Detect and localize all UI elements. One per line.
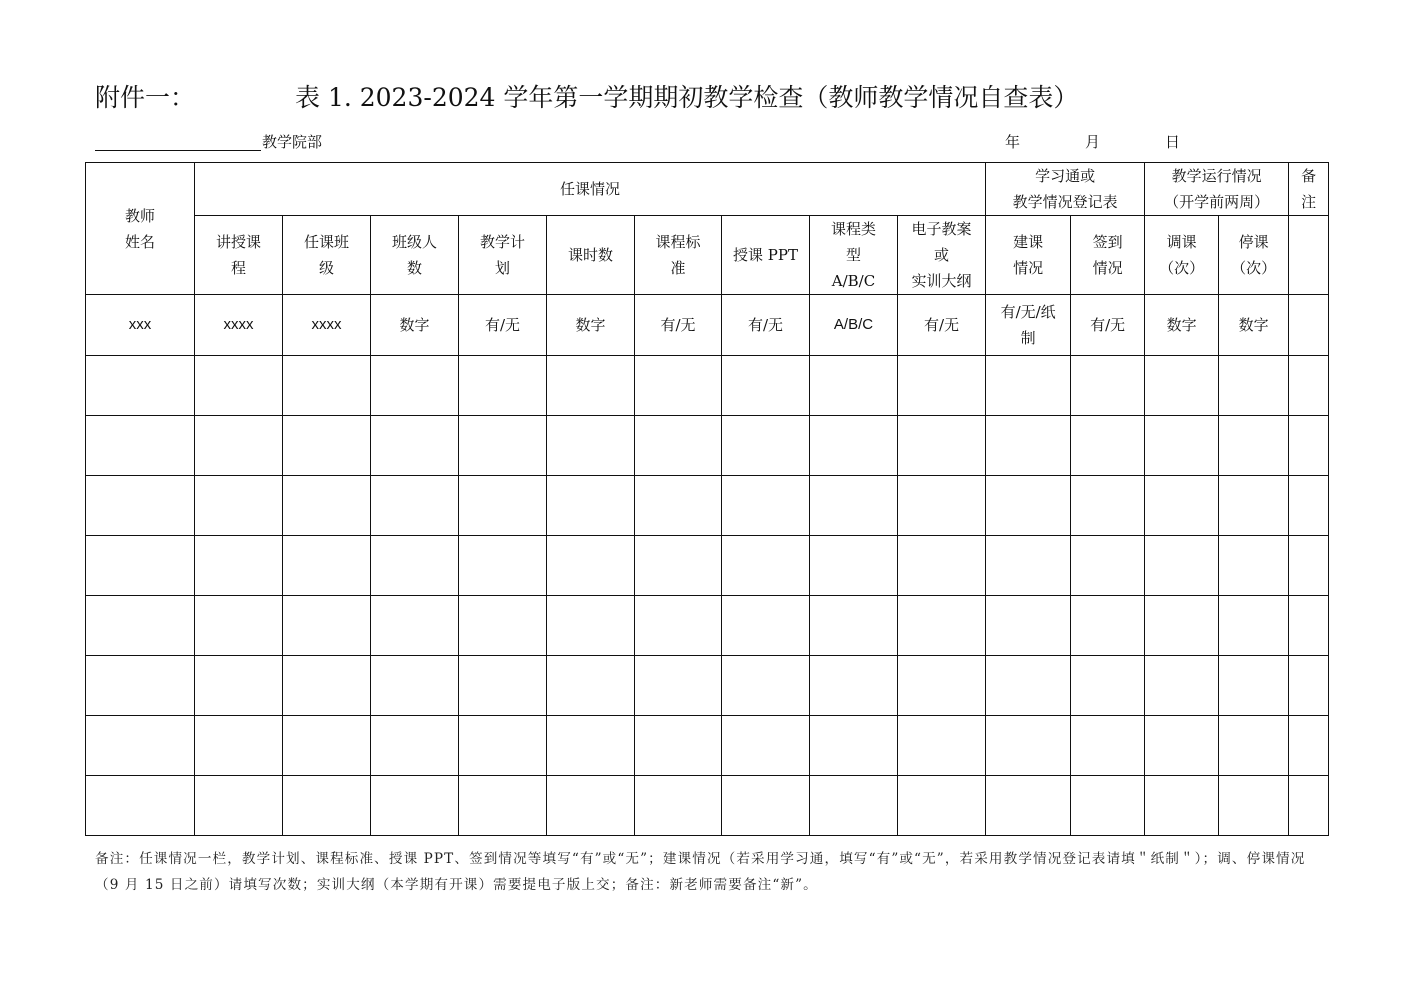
table-cell[interactable] xyxy=(283,656,371,716)
table-cell[interactable] xyxy=(86,356,195,416)
table-cell[interactable] xyxy=(371,716,459,776)
table-cell[interactable] xyxy=(635,356,722,416)
table-cell[interactable] xyxy=(986,716,1071,776)
document-title: 表 1. 2023-2024 学年第一学期期初教学检查（教师教学情况自查表） xyxy=(295,83,1079,112)
table-cell[interactable] xyxy=(283,596,371,656)
table-row xyxy=(86,356,1329,416)
table-cell[interactable] xyxy=(86,476,195,536)
self-check-table xyxy=(85,162,1329,836)
table-cell[interactable] xyxy=(635,536,722,596)
table-cell[interactable] xyxy=(635,476,722,536)
cell-ppt: 有/无 xyxy=(722,295,810,356)
table-row xyxy=(86,716,1329,776)
table-cell[interactable] xyxy=(283,356,371,416)
table-cell[interactable] xyxy=(547,656,635,716)
col-type: 课程类 型 A/B/C xyxy=(810,216,898,295)
table-cell[interactable] xyxy=(1145,536,1219,596)
header-platform: 学习通或 教学情况登记表 xyxy=(986,163,1145,216)
table-cell[interactable] xyxy=(635,776,722,836)
table-cell[interactable] xyxy=(459,356,547,416)
cell-lesson-plan: 有/无 xyxy=(898,295,986,356)
table-cell[interactable] xyxy=(722,356,810,416)
table-cell[interactable] xyxy=(1071,776,1145,836)
col-plan: 教学计 划 xyxy=(459,216,547,295)
table-cell[interactable] xyxy=(810,776,898,836)
header-teaching-running: 教学运行情况 （开学前两周） xyxy=(1145,163,1289,216)
cell-hours: 数字 xyxy=(547,295,635,356)
table-row xyxy=(86,596,1329,656)
col-stop: 停课 （次） xyxy=(1219,216,1289,295)
col-signin: 签到 情况 xyxy=(1071,216,1145,295)
col-standard: 课程标 准 xyxy=(635,216,722,295)
table-cell[interactable] xyxy=(459,476,547,536)
table-cell[interactable] xyxy=(722,776,810,836)
table-cell[interactable] xyxy=(283,776,371,836)
table-row xyxy=(86,416,1329,476)
table-cell[interactable] xyxy=(1289,656,1329,716)
table-cell[interactable] xyxy=(1289,416,1329,476)
table-cell[interactable] xyxy=(371,416,459,476)
col-ppt: 授课 PPT xyxy=(722,216,810,295)
table-cell[interactable] xyxy=(86,596,195,656)
table-cell[interactable] xyxy=(1071,356,1145,416)
cell-type: A/B/C xyxy=(810,295,898,356)
table-cell[interactable] xyxy=(986,416,1071,476)
table-cell[interactable] xyxy=(635,416,722,476)
col-build: 建课 情况 xyxy=(986,216,1071,295)
table-cell[interactable] xyxy=(986,356,1071,416)
table-cell[interactable] xyxy=(1145,476,1219,536)
table-cell[interactable] xyxy=(371,776,459,836)
table-cell[interactable] xyxy=(1071,716,1145,776)
table-cell[interactable] xyxy=(810,656,898,716)
table-cell[interactable] xyxy=(547,356,635,416)
table-cell[interactable] xyxy=(986,776,1071,836)
header-teacher-name: 教师 姓名 xyxy=(86,163,195,295)
table-cell[interactable] xyxy=(547,776,635,836)
table-cell[interactable] xyxy=(986,656,1071,716)
table-row xyxy=(86,776,1329,836)
table-cell[interactable] xyxy=(898,416,986,476)
table-cell[interactable] xyxy=(1219,536,1289,596)
cell-course: xxxx xyxy=(195,295,283,356)
table-cell[interactable] xyxy=(898,716,986,776)
table-cell[interactable] xyxy=(459,716,547,776)
table-cell[interactable] xyxy=(722,416,810,476)
table-cell[interactable] xyxy=(1289,536,1329,596)
table-cell[interactable] xyxy=(283,476,371,536)
table-cell[interactable] xyxy=(635,656,722,716)
table-row xyxy=(86,656,1329,716)
table-cell[interactable] xyxy=(195,476,283,536)
table-cell[interactable] xyxy=(1219,476,1289,536)
table-cell[interactable] xyxy=(810,716,898,776)
table-cell[interactable] xyxy=(722,596,810,656)
table-cell[interactable] xyxy=(547,416,635,476)
table-cell[interactable] xyxy=(195,356,283,416)
table-cell[interactable] xyxy=(1145,596,1219,656)
table-cell[interactable] xyxy=(1219,356,1289,416)
table-cell[interactable] xyxy=(86,776,195,836)
table-cell[interactable] xyxy=(810,416,898,476)
table-cell[interactable] xyxy=(283,716,371,776)
table-cell[interactable] xyxy=(195,596,283,656)
department-blank-line xyxy=(95,130,261,151)
table-cell[interactable] xyxy=(1219,416,1289,476)
table-cell[interactable] xyxy=(898,536,986,596)
table-cell[interactable] xyxy=(86,536,195,596)
table-cell[interactable] xyxy=(283,416,371,476)
header-row-group xyxy=(86,163,1329,216)
cell-adjust: 数字 xyxy=(1145,295,1219,356)
table-cell[interactable] xyxy=(459,776,547,836)
table-cell[interactable] xyxy=(1219,596,1289,656)
cell-build: 有/无/纸 制 xyxy=(986,295,1071,356)
col-class-size: 班级人 数 xyxy=(371,216,459,295)
table-cell[interactable] xyxy=(1289,596,1329,656)
table-cell[interactable] xyxy=(722,476,810,536)
table-cell[interactable] xyxy=(547,716,635,776)
table-cell[interactable] xyxy=(722,716,810,776)
table-cell[interactable] xyxy=(1071,656,1145,716)
cell-class: xxxx xyxy=(283,295,371,356)
table-cell[interactable] xyxy=(898,776,986,836)
cell-standard: 有/无 xyxy=(635,295,722,356)
date-day-label: 日 xyxy=(1165,133,1181,151)
table-cell[interactable] xyxy=(195,776,283,836)
table-cell[interactable] xyxy=(635,716,722,776)
table-cell[interactable] xyxy=(1071,476,1145,536)
table-cell[interactable] xyxy=(722,536,810,596)
table-cell[interactable] xyxy=(1145,656,1219,716)
table-cell[interactable] xyxy=(547,536,635,596)
table-cell[interactable] xyxy=(635,596,722,656)
footnote: 备注：任课情况一栏，教学计划、课程标准、授课 PPT、签到情况等填写“有”或“无”；建课情况（若采用学习通，填写“有”或“无”，若采用教学情况登记表请填＂纸制＂）；调、停课情况（9 月 15 日之前）请填写次数；实训大纲（本学期有开课）需要提电子版上交；备注：新老师需要备注“新”。 xyxy=(95,851,1306,893)
table-cell[interactable] xyxy=(986,476,1071,536)
table-cell[interactable] xyxy=(195,536,283,596)
department-label: 教学院部 xyxy=(262,133,323,151)
table-row xyxy=(86,536,1329,596)
table-cell[interactable] xyxy=(1071,536,1145,596)
table-cell[interactable] xyxy=(1145,776,1219,836)
table-cell[interactable] xyxy=(371,656,459,716)
table-cell[interactable] xyxy=(1145,716,1219,776)
date-month-label: 月 xyxy=(1085,133,1101,151)
table-cell[interactable] xyxy=(459,596,547,656)
table-cell[interactable] xyxy=(371,356,459,416)
table-cell[interactable] xyxy=(898,596,986,656)
cell-class-size: 数字 xyxy=(371,295,459,356)
table-cell[interactable] xyxy=(810,536,898,596)
header-row-columns xyxy=(86,216,1329,295)
table-cell[interactable] xyxy=(1145,416,1219,476)
table-cell[interactable] xyxy=(722,656,810,716)
cell-plan: 有/无 xyxy=(459,295,547,356)
header-course-situation: 任课情况 xyxy=(195,163,986,216)
table-cell[interactable] xyxy=(986,536,1071,596)
table-cell[interactable] xyxy=(810,476,898,536)
table-cell[interactable] xyxy=(86,656,195,716)
cell-signin: 有/无 xyxy=(1071,295,1145,356)
table-cell[interactable] xyxy=(86,716,195,776)
table-cell[interactable] xyxy=(1219,656,1289,716)
table-cell[interactable] xyxy=(810,356,898,416)
table-cell[interactable] xyxy=(547,596,635,656)
table-cell[interactable] xyxy=(195,716,283,776)
table-cell[interactable] xyxy=(195,656,283,716)
cell-name: xxx xyxy=(86,295,195,356)
cell-remark xyxy=(1289,295,1329,356)
table-cell[interactable] xyxy=(371,536,459,596)
cell-stop: 数字 xyxy=(1219,295,1289,356)
table-cell[interactable] xyxy=(1289,476,1329,536)
table-cell[interactable] xyxy=(86,416,195,476)
table-cell[interactable] xyxy=(1289,716,1329,776)
table-cell[interactable] xyxy=(1071,416,1145,476)
table-cell[interactable] xyxy=(547,476,635,536)
department-date-row xyxy=(95,130,1325,154)
table-cell[interactable] xyxy=(898,656,986,716)
col-class: 任课班 级 xyxy=(283,216,371,295)
table-cell[interactable] xyxy=(1145,356,1219,416)
table-cell[interactable] xyxy=(459,416,547,476)
annex-label: 附件一： xyxy=(95,83,196,112)
col-lesson-plan: 电子教案 或 实训大纲 xyxy=(898,216,986,295)
table-cell[interactable] xyxy=(1289,356,1329,416)
col-remark-blank xyxy=(1289,216,1329,295)
col-course: 讲授课 程 xyxy=(195,216,283,295)
date-year-label: 年 xyxy=(1005,133,1021,151)
table-cell[interactable] xyxy=(371,596,459,656)
col-adjust: 调课 （次） xyxy=(1145,216,1219,295)
header-remark: 备 注 xyxy=(1289,163,1329,216)
table-cell[interactable] xyxy=(1219,776,1289,836)
table-cell[interactable] xyxy=(195,416,283,476)
table-row xyxy=(86,476,1329,536)
table-cell[interactable] xyxy=(459,536,547,596)
col-hours: 课时数 xyxy=(547,216,635,295)
title-row xyxy=(95,80,1325,116)
table-cell[interactable] xyxy=(1071,596,1145,656)
table-cell[interactable] xyxy=(810,596,898,656)
table-cell[interactable] xyxy=(898,476,986,536)
table-cell[interactable] xyxy=(459,656,547,716)
table-cell[interactable] xyxy=(986,596,1071,656)
table-cell[interactable] xyxy=(371,476,459,536)
table-cell[interactable] xyxy=(283,536,371,596)
table-cell[interactable] xyxy=(1219,716,1289,776)
table-cell[interactable] xyxy=(1289,776,1329,836)
table-cell[interactable] xyxy=(898,356,986,416)
table-row-sample xyxy=(86,295,1329,356)
